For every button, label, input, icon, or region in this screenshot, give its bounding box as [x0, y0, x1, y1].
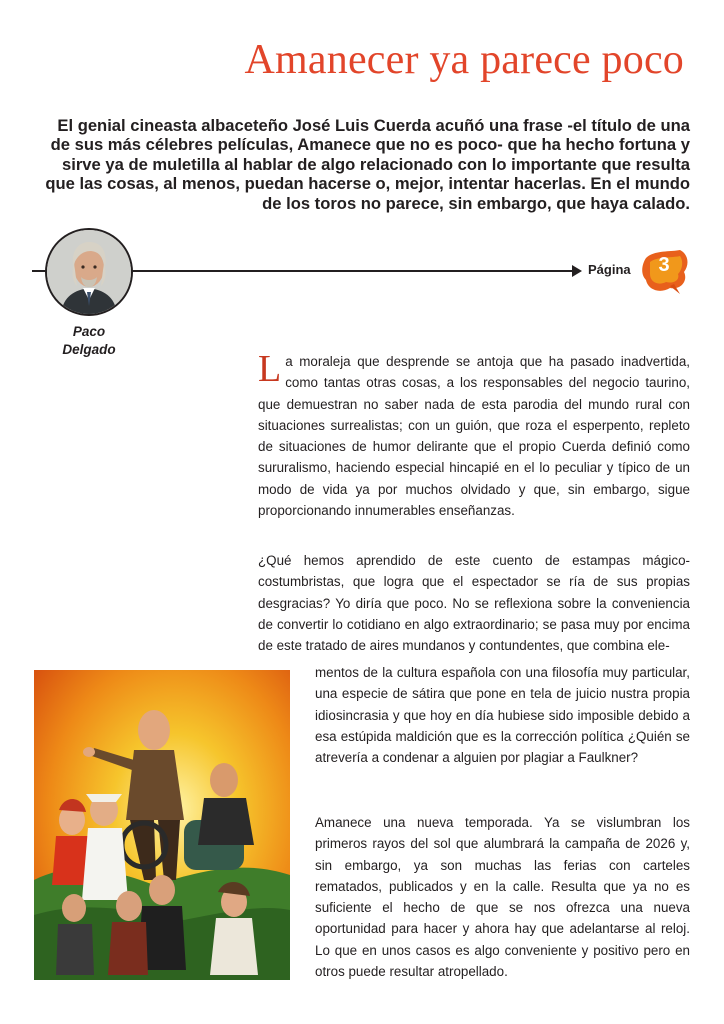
drop-cap: L — [258, 348, 282, 390]
article-title: Amanecer ya parece poco — [244, 37, 684, 83]
body-paragraph-2-continued: mentos de la cultura española con una filosofía muy particular, una especie de sátira que pone en tela de juicio nustra propia idiosincrasia y que hoy en día hubiese sido imposible debido a esa estúpida maldición que es la corrección política ¿Quién se atrevería a condenar a alguien por plagiar a Faulkner? — [315, 665, 690, 766]
film-poster-image — [34, 670, 290, 980]
author-last-name: Delgado — [62, 342, 116, 357]
body-paragraph-2: ¿Qué hemos aprendido de este cuento de estampas mágico-costumbristas, que logra que el espectador se ría de sus propias desgracias? Yo diría que poco. No se reflexiona sobre la conveniencia de convertir lo cotidiano en algo extraordinario; se pasa muy por encima de este tratado de aires mundanos y contundentes, que combina ele- — [258, 553, 690, 654]
body-paragraph-3: Amanece una nueva temporada. Ya se vislumbran los primeros rayos del sol que alumbrará la campaña de 2026 y, sin embargo, ya son muchas las ferias con carteles rematados, publicados y en la calle. Resulta que ya no es suficiente el hecho de que se nos ofrezca una nueva oportunidad para hacer y ahora hay que adelantarse al reloj. Lo que en unos casos es algo conveniente y positivo pero en otros puede resultar atropellado. — [315, 815, 690, 980]
arrow-right-icon — [572, 265, 582, 277]
film-poster-illustration-icon — [34, 670, 290, 980]
author-portrait-icon — [47, 230, 131, 314]
article-lead: El genial cineasta albaceteño José Luis Cuerda acuñó una frase -el título de una de sus más célebres películas, Amanece que no es poco- que ha hecho fortuna y sirve ya de muletilla al hablar de algo relacionado con lo importante que resulta que las cosas, al menos, puedan hacerse o, mejor, intentar hacerlas. En el mundo de los toros no parece, sin embargo, que haya calado. — [45, 116, 690, 213]
body-paragraph-1 — [258, 348, 690, 521]
page-label: Página — [588, 262, 631, 277]
author-byline — [50, 323, 128, 359]
author-first-name: Paco — [72, 324, 106, 339]
paragraph-1-text: a moraleja que desprende se antoja que ha pasado inadvertida, como tantas otras cosas, a los responsables del negocio taurino, que demuestran no saber nada de esta parodia del mundo rural con situaciones surrealistas; con un guión, que roza el esperpento, repleto de situaciones de humor delirante que el propio Cuerda definió como sururalismo, haciendo especial hincapié en el lo peculiar y típico de un modo de vida ya por muchos olvidado y que, sin embargo, sigue proporcionando innumerables enseñanzas. — [258, 354, 690, 519]
author-avatar — [45, 228, 133, 316]
page-number: 3 — [658, 254, 670, 276]
